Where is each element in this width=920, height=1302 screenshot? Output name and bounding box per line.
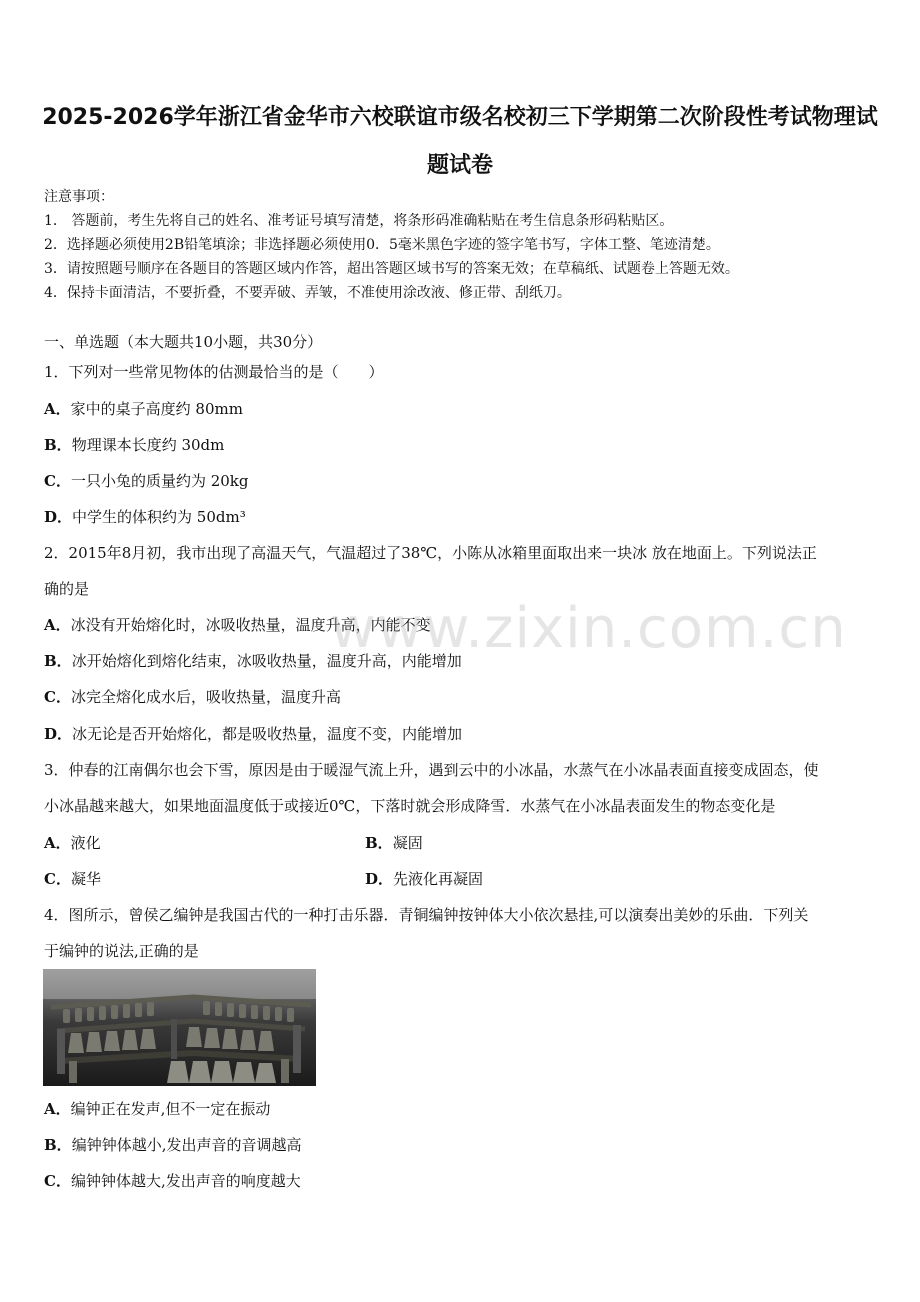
option-text: 编钟正在发声,但不一定在振动 [70,1100,271,1118]
q2-stem-line2: 确的是 [44,580,90,598]
option-key: D． [44,508,73,526]
option-key: D． [44,725,73,743]
option-text: 冰开始熔化到熔化结束，冰吸收热量，温度升高，内能增加 [71,652,462,670]
option-key: C． [44,1172,71,1190]
q3-option-a [44,832,101,853]
notice-heading: 注意事项： [44,189,114,205]
option-key: A． [44,1100,71,1118]
option-key: B． [44,436,72,454]
q4-option-a [44,1098,270,1119]
option-text: 冰没有开始熔化时，冰吸收热量，温度升高，内能不变 [70,616,431,634]
option-key: B． [44,652,72,670]
q4-option-c [44,1170,301,1191]
option-key: D． [365,870,394,888]
q3-option-b [365,832,423,853]
notice-item: 2．选择题必须使用2B铅笔填涂；非选择题必须使用0．5毫米黑色字迹的签字笔书写，字体工整、笔迹清楚。 [44,237,720,253]
option-text: 液化 [70,834,101,852]
q4-stem-line1: 4．图所示，曾侯乙编钟是我国古代的一种打击乐器．青铜编钟按钟体大小依次悬挂,可以演奏出美妙的乐曲．下列关 [44,906,809,924]
option-text: 先液化再凝固 [393,870,484,888]
notice-block [44,185,884,305]
q3-option-c [44,868,101,889]
notice-item: 1． 答题前，考生先将自己的姓名、准考证号填写清楚，将条形码准确粘贴在考生信息条形码粘贴区。 [44,213,674,229]
option-key: A． [44,400,71,418]
q2-stem-line1: 2．2015年8月初，我市出现了高温天气，气温超过了38℃，小陈从冰箱里面取出来一块冰 放在地面上。下列说法正 [44,544,817,562]
option-text: 冰无论是否开始熔化，都是吸收热量，温度不变，内能增加 [72,725,463,743]
option-text: 家中的桌子高度约 80mm [70,400,243,418]
section-heading: 一、单选题（本大题共10小题，共30分） [44,333,323,351]
option-key: A． [44,616,71,634]
watermark: www.zixin.com.cn [330,596,847,661]
q4-stem-line2: 于编钟的说法,正确的是 [44,942,199,960]
q1-option-a [44,398,243,419]
q4-option-b [44,1134,301,1155]
q2-option-b [44,650,462,671]
q2-option-c [44,686,341,707]
notice-item: 3．请按照题号顺序在各题目的答题区域内作答，超出答题区域书写的答案无效；在草稿纸、试题卷上答题无效。 [44,261,739,277]
option-text: 中学生的体积约为 50dm³ [72,508,246,526]
exam-title-line2: 题试卷 [426,153,493,178]
option-key: A． [44,834,71,852]
q2-option-a [44,614,431,635]
option-text: 凝固 [392,834,423,852]
option-text: 凝华 [70,870,101,888]
option-key: C． [44,688,71,706]
q3-stem-line1: 3．仲春的江南偶尔也会下雪，原因是由于暖湿气流上升，遇到云中的小冰晶，水蒸气在小冰晶表面直接变成固态，使 [44,761,819,779]
q1-option-d [44,506,246,527]
option-text: 一只小兔的质量约为 20kg [70,472,249,490]
option-key: C． [44,472,71,490]
option-text: 物理课本长度约 30dm [71,436,225,454]
option-key: C． [44,870,71,888]
q2-option-d [44,723,462,744]
option-text: 编钟钟体越大,发出声音的响度越大 [70,1172,301,1190]
q1-option-b [44,434,224,455]
option-text: 编钟钟体越小,发出声音的音调越高 [71,1136,302,1154]
q3-stem-line2: 小冰晶越来越大，如果地面温度低于或接近0℃，下落时就会形成降雪．水蒸气在小冰晶表面发生的物态变化是 [44,797,776,815]
option-key: B． [365,834,393,852]
q3-option-d [365,868,483,889]
exam-title-line1: 2025-2026学年浙江省金华市六校联谊市级名校初三下学期第二次阶段性考试物理试 [42,105,878,130]
option-key: B． [44,1136,72,1154]
q1-option-c [44,470,249,491]
notice-item: 4．保持卡面清洁，不要折叠，不要弄破、弄皱，不准使用涂改液、修正带、刮纸刀。 [44,285,571,301]
q1-stem: 1．下列对一些常见物体的估测最恰当的是（ ） [44,363,384,381]
option-text: 冰完全熔化成水后，吸收热量，温度升高 [70,688,341,706]
bianzhong-bells-photo [43,969,316,1086]
